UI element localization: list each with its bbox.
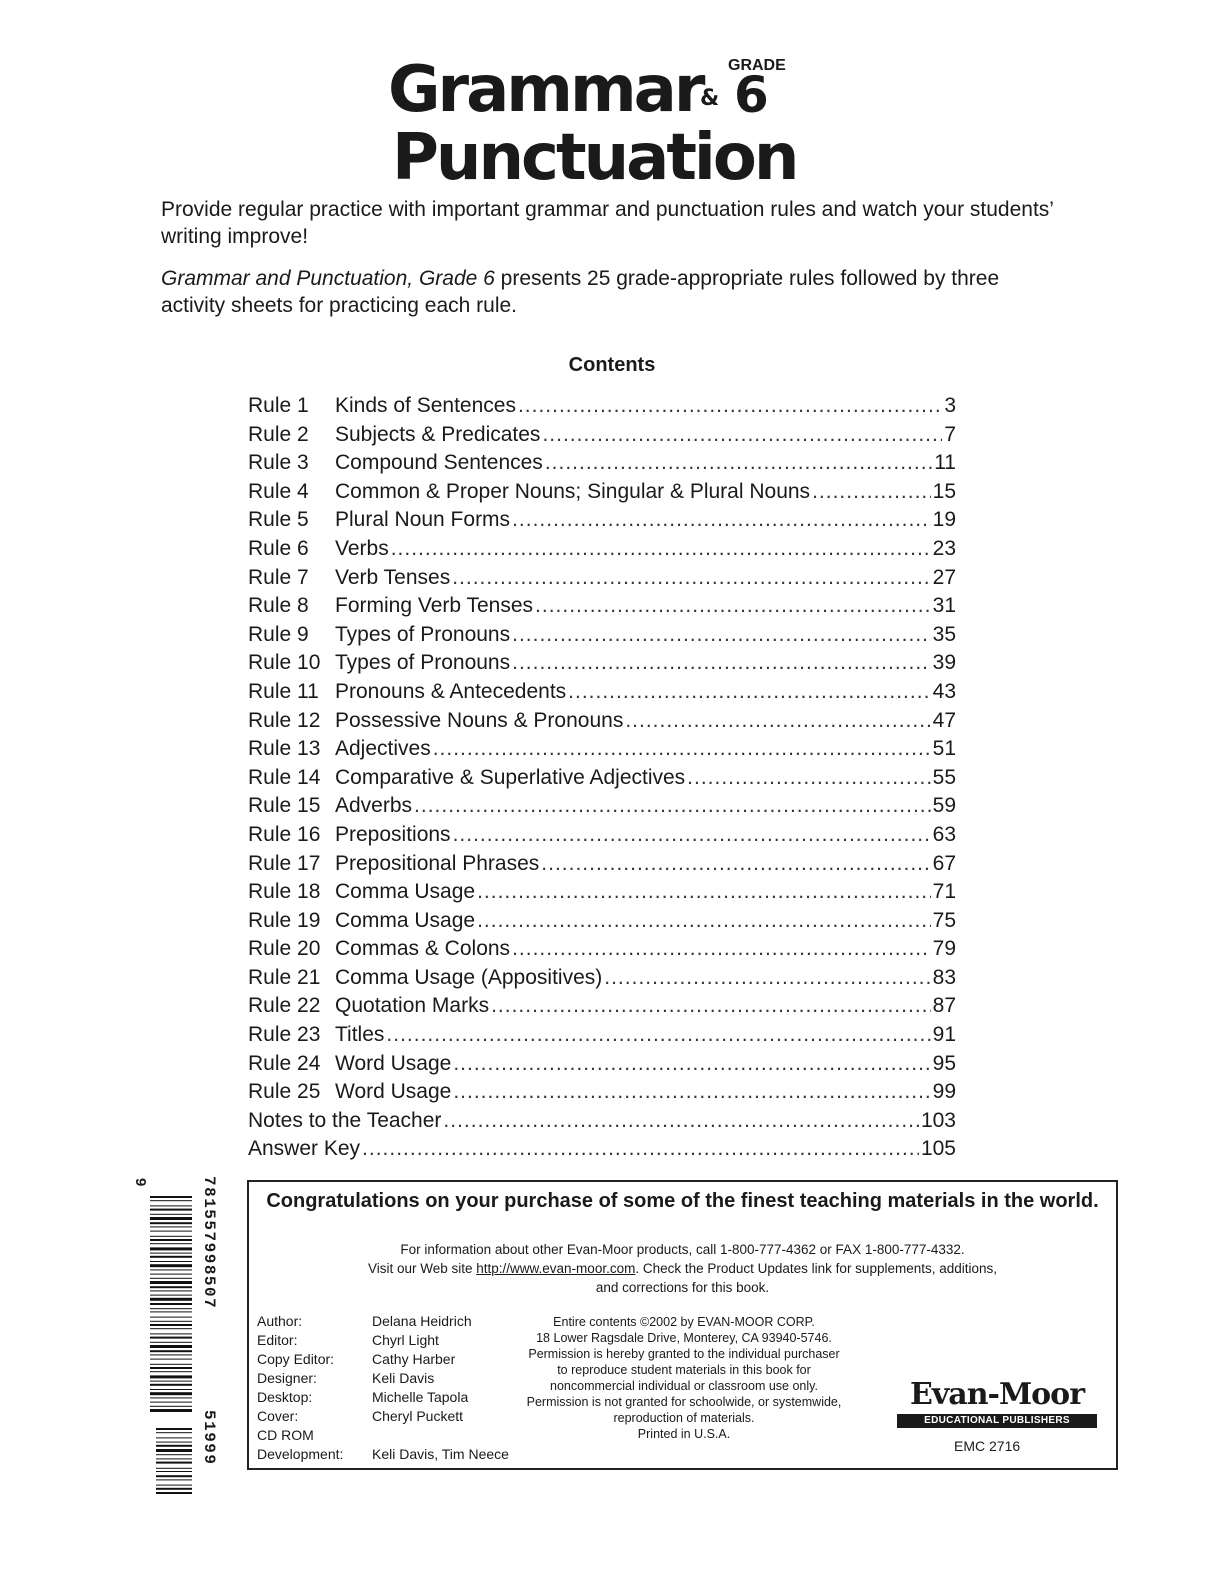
toc-rule-number: Rule 25 xyxy=(248,1080,321,1104)
logo-name: Evan-Moor xyxy=(909,1377,1085,1412)
credit-row xyxy=(257,1331,509,1350)
toc-entry xyxy=(248,680,956,709)
barcode-supplement-bar xyxy=(156,1449,192,1452)
credit-role: Desktop: xyxy=(257,1389,313,1405)
barcode-supplement-bar xyxy=(156,1458,192,1459)
toc-page-number: 105 xyxy=(920,1137,956,1161)
contact-web-line xyxy=(249,1259,1116,1278)
toc-leader-dots xyxy=(477,909,931,933)
toc-title: Comma Usage (Appositives) xyxy=(335,965,603,989)
toc-entry xyxy=(248,909,956,938)
credit-name: Delana Heidrich xyxy=(372,1313,472,1329)
toc-title: Pronouns & Antecedents xyxy=(335,679,567,703)
toc-entry xyxy=(248,451,956,480)
toc-rule-number: Rule 19 xyxy=(248,908,321,932)
toc-leader-dots xyxy=(625,709,930,733)
toc-entry xyxy=(248,480,956,509)
barcode-bar xyxy=(150,1253,192,1254)
barcode-supplement-bar xyxy=(156,1479,192,1480)
barcode-bar xyxy=(150,1375,192,1378)
barcode-bar xyxy=(150,1226,192,1227)
toc-entry xyxy=(248,1023,956,1052)
credit-row xyxy=(257,1350,509,1369)
barcode-bar xyxy=(150,1333,192,1334)
toc-page-number: 19 xyxy=(932,508,956,532)
credit-row xyxy=(257,1388,509,1407)
toc-leader-dots xyxy=(491,994,931,1018)
toc-title: Prepositional Phrases xyxy=(335,851,540,875)
web-line-prefix: Visit our Web site xyxy=(367,1261,477,1276)
barcode-bar xyxy=(150,1308,192,1309)
copyright-line: Permission is hereby granted to the individual purchaser xyxy=(528,1347,840,1361)
toc-page-number: 83 xyxy=(932,965,956,989)
toc-leader-dots xyxy=(433,737,931,761)
barcode-main-digits: 781557998507 xyxy=(200,1176,218,1310)
toc-rule-number: Rule 6 xyxy=(248,536,309,560)
barcode-bar xyxy=(150,1345,192,1348)
toc-title: Subjects & Predicates xyxy=(335,422,541,446)
barcode-bar xyxy=(150,1261,192,1262)
toc-entry xyxy=(248,394,956,423)
toc-page-number: 67 xyxy=(932,851,956,875)
toc-rule-number: Rule 4 xyxy=(248,479,309,503)
evan-moor-logo xyxy=(891,1377,1103,1434)
toc-leader-dots xyxy=(391,537,931,561)
credit-row xyxy=(257,1369,509,1388)
toc-page-number: 7 xyxy=(944,422,956,446)
toc-rule-number: Rule 9 xyxy=(248,622,309,646)
contact-info xyxy=(249,1240,1116,1297)
toc-page-number: 99 xyxy=(932,1080,956,1104)
credit-name: Keli Davis xyxy=(372,1370,435,1386)
barcode-bar xyxy=(150,1359,192,1360)
toc-title: Answer Key xyxy=(248,1137,361,1161)
toc-title: Quotation Marks xyxy=(335,994,490,1018)
toc-leader-dots xyxy=(604,966,930,990)
barcode-bar xyxy=(150,1264,192,1267)
barcode-bar xyxy=(150,1317,192,1318)
credit-role: Designer: xyxy=(257,1370,317,1386)
toc-leader-dots xyxy=(687,766,930,790)
toc-rule-number: Rule 15 xyxy=(248,794,321,818)
toc-entry xyxy=(248,651,956,680)
credit-row xyxy=(257,1407,509,1426)
toc-title: Adverbs xyxy=(335,794,413,818)
title-grammar: Grammar xyxy=(388,53,703,127)
barcode-bar xyxy=(150,1389,192,1390)
toc-rule-number: Rule 2 xyxy=(248,422,309,446)
web-line-suffix: . Check the Product Updates link for supplements, additions, xyxy=(635,1261,998,1276)
barcode-bar xyxy=(150,1402,192,1403)
barcode-bar xyxy=(150,1222,192,1224)
toc-rule-number: Rule 18 xyxy=(248,880,321,904)
barcode-bar xyxy=(150,1298,192,1301)
copyright-line: reproduction of materials. xyxy=(613,1411,755,1425)
toc-page-number: 27 xyxy=(932,565,956,589)
copyright-line: to reproduce student materials in this book for xyxy=(557,1363,811,1377)
barcode-bar xyxy=(150,1384,192,1386)
barcode-supplement-bar xyxy=(156,1492,192,1494)
toc-rule-number: Rule 5 xyxy=(248,508,309,532)
toc-entry xyxy=(248,994,956,1023)
barcode-bar xyxy=(150,1342,192,1343)
toc-title: Commas & Colons xyxy=(335,937,511,961)
toc-leader-dots xyxy=(477,880,931,904)
barcode-bar xyxy=(150,1236,192,1237)
toc-title: Word Usage xyxy=(335,1080,452,1104)
barcode-supplement-bar xyxy=(156,1454,192,1455)
copyright-line: Printed in U.S.A. xyxy=(637,1427,731,1441)
toc-page-number: 43 xyxy=(932,679,956,703)
congratulations-text: Congratulations on your purchase of some of the finest teaching materials in the world. xyxy=(266,1190,1099,1212)
title-ampersand: & xyxy=(700,86,720,111)
toc-page-number: 35 xyxy=(932,622,956,646)
barcode-supplement-bar xyxy=(156,1432,192,1433)
barcode-supplement-bar xyxy=(156,1475,192,1477)
barcode-bar xyxy=(150,1337,192,1339)
toc-entry xyxy=(248,966,956,995)
barcode-bar xyxy=(150,1381,192,1382)
barcode-bar xyxy=(150,1196,192,1198)
barcode-supplement-bar xyxy=(156,1485,192,1486)
credit-role: Development: xyxy=(257,1446,344,1462)
toc-title: Forming Verb Tenses xyxy=(335,594,534,618)
barcode-bar xyxy=(150,1371,192,1372)
barcode-bar xyxy=(150,1209,192,1211)
copyright-line: noncommercial individual or classroom use only. xyxy=(550,1379,818,1393)
toc-rule-number: Rule 24 xyxy=(248,1051,321,1075)
barcode-supplement-bar xyxy=(156,1437,192,1438)
toc-rule-number: Rule 23 xyxy=(248,1023,321,1047)
copyright-line: Entire contents ©2002 by EVAN-MOOR CORP. xyxy=(553,1315,815,1329)
toc-rule-number: Rule 13 xyxy=(248,737,321,761)
toc-title: Prepositions xyxy=(335,822,451,846)
credit-role: Copy Editor: xyxy=(257,1351,335,1367)
toc-rule-number: Rule 3 xyxy=(248,451,309,475)
toc-leader-dots xyxy=(535,594,931,618)
toc-leader-dots xyxy=(541,852,930,876)
toc-rule-number: Rule 14 xyxy=(248,765,321,789)
toc-title: Compound Sentences xyxy=(335,451,543,475)
toc-entry xyxy=(248,1052,956,1081)
credit-name: Chyrl Light xyxy=(372,1332,439,1348)
toc-rule-number: Rule 21 xyxy=(248,965,321,989)
toc-rule-number: Rule 8 xyxy=(248,594,309,618)
toc-rule-number: Rule 16 xyxy=(248,822,321,846)
toc-page-number: 11 xyxy=(934,451,956,475)
barcode-supplement-bar xyxy=(156,1445,192,1447)
toc-leader-dots xyxy=(386,1023,930,1047)
barcode-supplement-bar xyxy=(156,1442,192,1443)
barcode-bar xyxy=(150,1239,192,1241)
toc-entry xyxy=(248,566,956,595)
toc-page-number: 3 xyxy=(944,394,956,417)
product-code: EMC 2716 xyxy=(954,1438,1021,1454)
barcode-bar xyxy=(150,1367,192,1369)
barcode-bar xyxy=(150,1324,192,1326)
barcode-bar xyxy=(150,1328,192,1329)
barcode-supplement-bar xyxy=(156,1468,192,1469)
barcode-bar xyxy=(150,1397,192,1398)
barcode-bar xyxy=(150,1290,192,1291)
toc-page-number: 55 xyxy=(932,765,956,789)
barcode-bar xyxy=(150,1269,192,1270)
toc-entry xyxy=(248,794,956,823)
publisher-info-box xyxy=(247,1180,1118,1470)
toc-page-number: 63 xyxy=(932,822,956,846)
toc-title: Adjectives xyxy=(335,737,431,761)
toc-page-number: 31 xyxy=(932,594,956,618)
toc-rule-number: Rule 7 xyxy=(248,565,309,589)
toc-title: Word Usage xyxy=(335,1051,452,1075)
intro-paragraph-2 xyxy=(161,265,1061,319)
toc-rule-number: Rule 20 xyxy=(248,937,321,961)
barcode-supplement-bar xyxy=(156,1488,192,1490)
credit-name: Michelle Tapola xyxy=(372,1389,469,1405)
barcode-bar xyxy=(150,1409,192,1412)
toc-leader-dots xyxy=(512,651,931,675)
toc-title: Types of Pronouns xyxy=(335,622,511,646)
toc-leader-dots xyxy=(512,623,931,647)
toc-title: Comma Usage xyxy=(335,908,476,932)
toc-rule-number: Rule 12 xyxy=(248,708,321,732)
toc-leader-dots xyxy=(545,451,932,475)
barcode-top-digit: 9 xyxy=(132,1178,149,1187)
grade-number: 6 xyxy=(734,66,769,124)
barcode-bar xyxy=(150,1406,192,1407)
toc-title: Possessive Nouns & Pronouns xyxy=(335,708,624,732)
toc-entry xyxy=(248,594,956,623)
toc-leader-dots xyxy=(542,423,942,447)
barcode-bar xyxy=(150,1278,192,1279)
toc-entry xyxy=(248,737,956,766)
toc-title: Verb Tenses xyxy=(335,565,451,589)
barcode-supplement-digits: 51999 xyxy=(200,1410,218,1466)
intro-paragraph-1: Provide regular practice with important grammar and punctuation rules and watch your students’ writing improve! xyxy=(161,198,1054,248)
credit-name: Cathy Harber xyxy=(372,1351,456,1367)
barcode-bar xyxy=(150,1295,192,1296)
toc-entry xyxy=(248,709,956,738)
credit-role: Cover: xyxy=(257,1408,299,1424)
toc-page-number: 75 xyxy=(932,908,956,932)
toc-leader-dots xyxy=(512,937,931,961)
intro-text xyxy=(161,196,1061,334)
barcode xyxy=(130,1176,218,1506)
barcode-bar xyxy=(150,1286,192,1288)
barcode-bar xyxy=(150,1243,192,1244)
toc-title: Plural Noun Forms xyxy=(335,508,511,532)
toc-page-number: 51 xyxy=(932,737,956,761)
toc-rule-number: Rule 22 xyxy=(248,994,321,1018)
toc-page-number: 79 xyxy=(932,937,956,961)
toc-title: Kinds of Sentences xyxy=(335,394,516,417)
barcode-supplement-bar xyxy=(156,1462,192,1464)
toc-title: Notes to the Teacher xyxy=(248,1108,442,1132)
book-title xyxy=(388,53,808,196)
barcode-bar xyxy=(150,1350,192,1352)
toc-leader-dots xyxy=(453,1080,930,1104)
contact-corrections-line: and corrections for this book. xyxy=(595,1280,770,1295)
toc-rule-number: Rule 1 xyxy=(248,394,309,417)
toc-rule-number: Rule 10 xyxy=(248,651,321,675)
toc-entry xyxy=(248,852,956,881)
toc-title: Types of Pronouns xyxy=(335,651,511,675)
barcode-bar xyxy=(150,1256,192,1258)
toc-leader-dots xyxy=(443,1109,919,1133)
toc-rule-number: Rule 17 xyxy=(248,851,321,875)
title-punctuation: Punctuation xyxy=(392,121,797,195)
toc-entry xyxy=(248,1137,956,1166)
toc-rule-number: Rule 11 xyxy=(248,679,319,703)
toc-leader-dots xyxy=(453,823,931,847)
toc-entry xyxy=(248,623,956,652)
toc-leader-dots xyxy=(568,680,930,704)
barcode-bar xyxy=(150,1321,192,1322)
intro-paragraph-2-rest: presents 25 grade-appropriate rules followed by three activity sheets for practicing each rule. xyxy=(161,267,1000,317)
toc-page-number: 47 xyxy=(932,708,956,732)
toc-title: Verbs xyxy=(335,536,389,560)
toc-page-number: 59 xyxy=(932,794,956,818)
toc-leader-dots xyxy=(518,394,942,418)
table-of-contents xyxy=(248,394,956,1166)
barcode-bar xyxy=(150,1200,192,1201)
toc-entry xyxy=(248,423,956,452)
toc-page-number: 95 xyxy=(932,1051,956,1075)
toc-entry xyxy=(248,1109,956,1138)
toc-page-number: 91 xyxy=(932,1023,956,1047)
grade-label: GRADE xyxy=(728,57,786,74)
toc-leader-dots xyxy=(512,508,931,532)
credit-name: Cheryl Puckett xyxy=(372,1408,464,1424)
toc-entry xyxy=(248,937,956,966)
toc-entry xyxy=(248,823,956,852)
toc-page-number: 39 xyxy=(932,651,956,675)
toc-page-number: 103 xyxy=(920,1108,956,1132)
toc-title: Comma Usage xyxy=(335,880,476,904)
toc-entry xyxy=(248,1080,956,1109)
credit-row xyxy=(257,1312,509,1331)
credit-row xyxy=(257,1426,509,1445)
credit-row xyxy=(257,1445,509,1464)
contact-phone-line: For information about other Evan-Moor products, call 1-800-777-4362 or FAX 1-800-777-4332. xyxy=(400,1242,965,1257)
toc-entry xyxy=(248,766,956,795)
barcode-digits xyxy=(200,1176,218,1466)
barcode-bar xyxy=(150,1354,192,1355)
toc-title: Common & Proper Nouns; Singular & Plural Nouns xyxy=(335,479,811,503)
logo-subtitle: EDUCATIONAL PUBLISHERS xyxy=(897,1414,1097,1428)
credit-role: Author: xyxy=(257,1313,303,1329)
copyright-line: Permission is not granted for schoolwide, or systemwide, xyxy=(526,1395,842,1409)
toc-title: Titles xyxy=(335,1023,385,1047)
barcode-bar xyxy=(150,1311,192,1312)
contents-heading: Contents xyxy=(568,354,656,376)
toc-entry xyxy=(248,508,956,537)
credit-name: Keli Davis, Tim Neece xyxy=(372,1446,509,1462)
toc-entry xyxy=(248,537,956,566)
barcode-bars xyxy=(150,1196,192,1496)
toc-entry xyxy=(248,880,956,909)
barcode-bar xyxy=(150,1392,192,1395)
barcode-supplement-bar xyxy=(156,1471,192,1472)
toc-page-number: 87 xyxy=(932,994,956,1018)
toc-page-number: 15 xyxy=(932,479,956,503)
toc-leader-dots xyxy=(452,566,930,590)
toc-page-number: 23 xyxy=(932,536,956,560)
toc-leader-dots xyxy=(362,1137,919,1161)
credits-list xyxy=(257,1312,509,1464)
toc-page-number: 71 xyxy=(932,880,956,904)
toc-leader-dots xyxy=(453,1052,930,1076)
toc-leader-dots xyxy=(414,794,931,818)
intro-book-title: Grammar and Punctuation, Grade 6 xyxy=(161,267,495,290)
barcode-bar xyxy=(150,1214,192,1215)
copyright-line: 18 Lower Ragsdale Drive, Monterey, CA 93940-5746. xyxy=(536,1331,832,1345)
barcode-bar xyxy=(150,1231,192,1232)
barcode-supplement-bar xyxy=(156,1428,192,1430)
barcode-bar xyxy=(150,1205,192,1206)
website-link[interactable]: http://www.evan-moor.com xyxy=(476,1261,636,1276)
copyright-notice xyxy=(499,1314,869,1442)
credit-role: Editor: xyxy=(257,1332,298,1348)
barcode-bar xyxy=(150,1274,192,1275)
toc-title: Comparative & Superlative Adjectives xyxy=(335,765,686,789)
barcode-bar xyxy=(150,1217,192,1220)
toc-leader-dots xyxy=(812,480,931,504)
barcode-bar xyxy=(150,1281,192,1284)
barcode-bar xyxy=(150,1364,192,1365)
credit-role: CD ROM xyxy=(257,1427,314,1443)
barcode-bar xyxy=(150,1303,192,1305)
barcode-bar xyxy=(150,1247,192,1250)
